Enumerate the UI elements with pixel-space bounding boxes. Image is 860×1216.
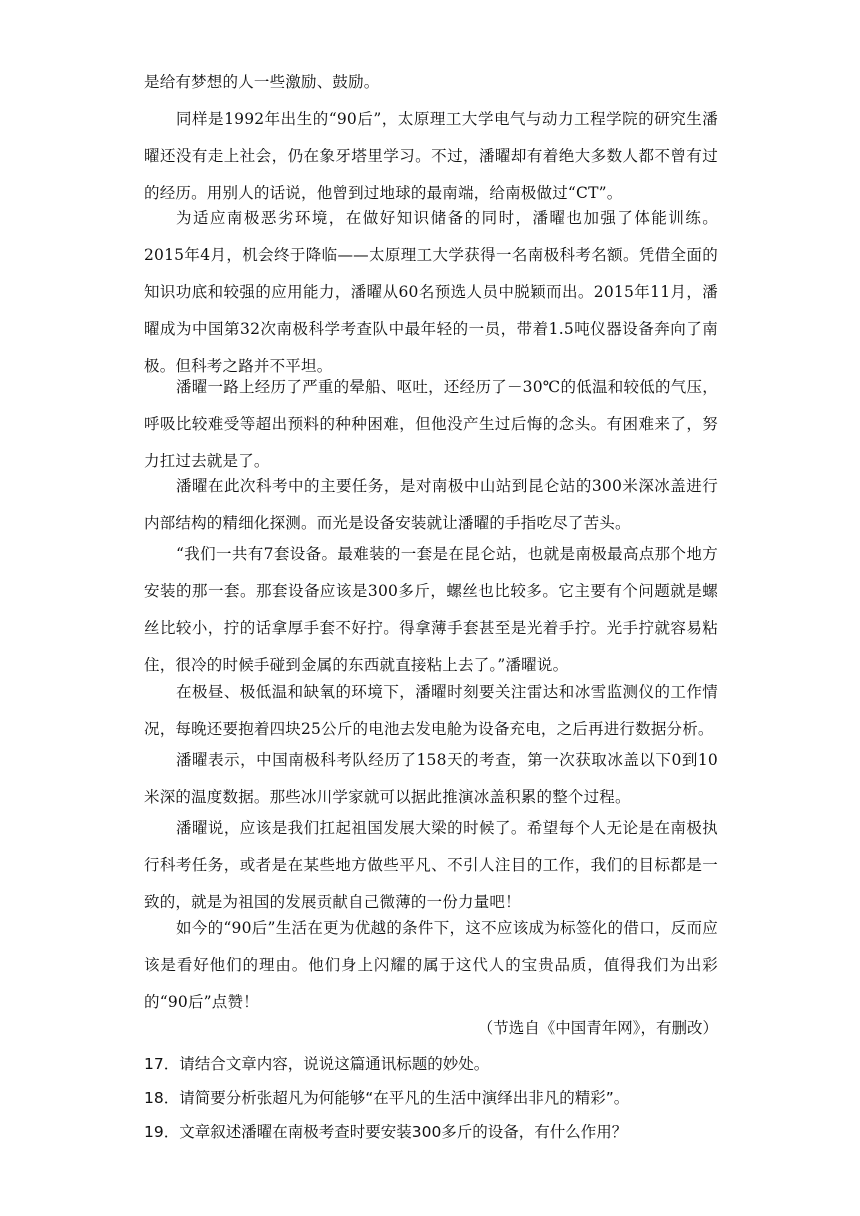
source-citation: （节选自《中国青年网》，有删改） — [477, 1019, 718, 1037]
paragraph-8: 潘曜说，应该是我们扛起祖国发展大梁的时候了。希望每个人无论是在南极执行科考任务，或者是在某些地方做些平凡、不引人注目的工作，我们的目标都是一致的，就是为祖国的发展贡献自己微薄的一份力量吧！ — [144, 819, 718, 911]
paragraph-9: 如今的“90后”生活在更为优越的条件下，这不应该成为标签化的借口，反而应该是看好他们的理由。他们身上闪耀的属于这代人的宝贵品质，值得我们为出彩的“90后”点赞！ — [144, 919, 718, 1011]
paragraph-0: 是给有梦想的人一些激励、鼓励。 — [144, 73, 380, 91]
question-18: 18．请简要分析张超凡为何能够“在平凡的生活中演绎出非凡的精彩”。 — [144, 1089, 630, 1107]
paragraph-6: 在极昼、极低温和缺氧的环境下，潘曜时刻要关注雷达和冰雪监测仪的工作情况，每晚还要抱着四块25公斤的电池去发电舱为设备充电，之后再进行数据分析。 — [144, 683, 718, 738]
paragraph-5: “我们一共有7套设备。最难装的一套是在昆仑站，也就是南极最高点那个地方安装的那一套。那套设备应该是300多斤，螺丝也比较多。它主要有个问题就是螺丝比较小，拧的话拿厚手套不好拧。得拿薄手套甚至是光着手拧。光手拧就容易粘住，很冷的时候手碰到金属的东西就直接粘上去了。”潘曜说。 — [144, 545, 718, 674]
paragraph-3: 潘曜一路上经历了严重的晕船、呕吐，还经历了－30℃的低温和较低的气压，呼吸比较难受等超出预料的种种困难，但他没产生过后悔的念头。有困难来了，努力扛过去就是了。 — [144, 378, 718, 470]
paragraph-1: 同样是1992年出生的“90后”，太原理工大学电气与动力工程学院的研究生潘曜还没有走上社会，仍在象牙塔里学习。不过，潘曜却有着绝大多数人都不曾有过的经历。用别人的话说，他曾到过地球的最南端，给南极做过“CT”。 — [144, 110, 718, 202]
paragraph-7: 潘曜表示，中国南极科考队经历了158天的考查，第一次获取冰盖以下0到10米深的温度数据。那些冰川学家就可以据此推演冰盖积累的整个过程。 — [144, 751, 718, 806]
paragraph-2: 为适应南极恶劣环境，在做好知识储备的同时，潘曜也加强了体能训练。2015年4月，机会终于降临——太原理工大学获得一名南极科考名额。凭借全面的知识功底和较强的应用能力，潘曜从60名预选人员中脱颖而出。2015年11月，潘曜成为中国第32次南极科学考查队中最年轻的一员，带着1.5吨仪器设备奔向了南极。但科考之路并不平坦。 — [144, 209, 718, 375]
question-19: 19．文章叙述潘曜在南极考查时要安装300多斤的设备，有什么作用？ — [144, 1123, 628, 1141]
question-17: 17．请结合文章内容，说说这篇通讯标题的妙处。 — [144, 1055, 490, 1073]
paragraph-4: 潘曜在此次科考中的主要任务，是对南极中山站到昆仑站的300米深冰盖进行内部结构的精细化探测。而光是设备安装就让潘曜的手指吃尽了苦头。 — [144, 477, 718, 532]
